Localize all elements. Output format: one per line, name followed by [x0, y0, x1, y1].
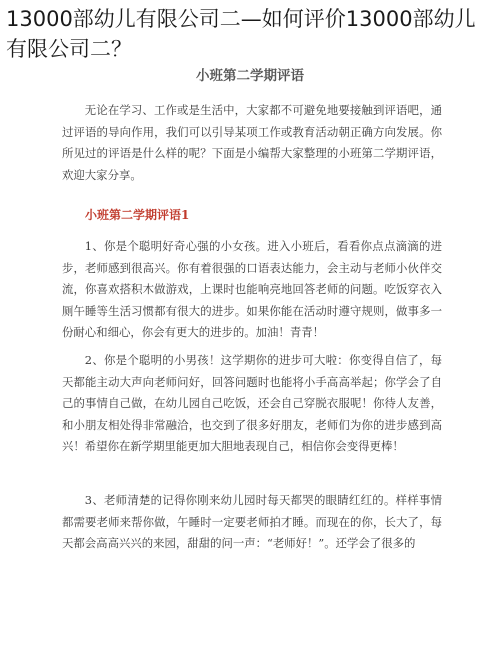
page-title: 13000部幼儿有限公司二—如何评价13000部幼儿有限公司二？: [6, 7, 476, 61]
article-heading: 小班第二学期评语: [196, 68, 304, 84]
intro-paragraph: 无论在学习、工作或是生活中，大家都不可避免地要接触到评语吧，通过评语的导向作用，我们可以引导某项工作或教育活动朝正确方向发展。你所见过的评语是什么样的呢？下面是小编帮大家整理的小班第二学期评语，欢迎大家分享。: [62, 103, 442, 182]
comment-paragraph-3: 3、老师清楚的记得你刚来幼儿园时每天都哭的眼睛红红的。样样事情都需要老师来帮你做，午睡时一定要老师拍才睡。而现在的你，长大了，每天都会高高兴兴的来园，甜甜的问一声：“老师好！”。还学会了很多的: [62, 493, 442, 551]
section-title: 小班第二学期评语1: [85, 208, 190, 222]
comment-paragraph-1: 1、你是个聪明好奇心强的小女孩。进入小班后，看看你点点滴滴的进步，老师感到很高兴。你有着很强的口语表达能力，会主动与老师小伙伴交流，你喜欢搭积木做游戏，上课时也能响亮地回答老师的问题。吃饭穿衣入厕午睡等生活习惯都有很大的进步。如果你能在活动时遵守规则，做事多一份耐心和细心，你会有更大的进步的。加油！青青！: [62, 239, 442, 340]
comment-paragraph-2: 2、你是个聪明的小男孩！这学期你的进步可大啦：你变得自信了，每天都能主动大声向老师问好，回答问题时也能将小手高高举起；你学会了自己的事情自己做，在幼儿园自己吃饭，还会自己穿脱衣服呢！你待人友善，和小朋友相处得非常融洽，也交到了很多好朋友，老师们为你的进步感到高兴！希望你在新学期里能更加大胆地表现自己，相信你会变得更棒！: [62, 353, 442, 454]
